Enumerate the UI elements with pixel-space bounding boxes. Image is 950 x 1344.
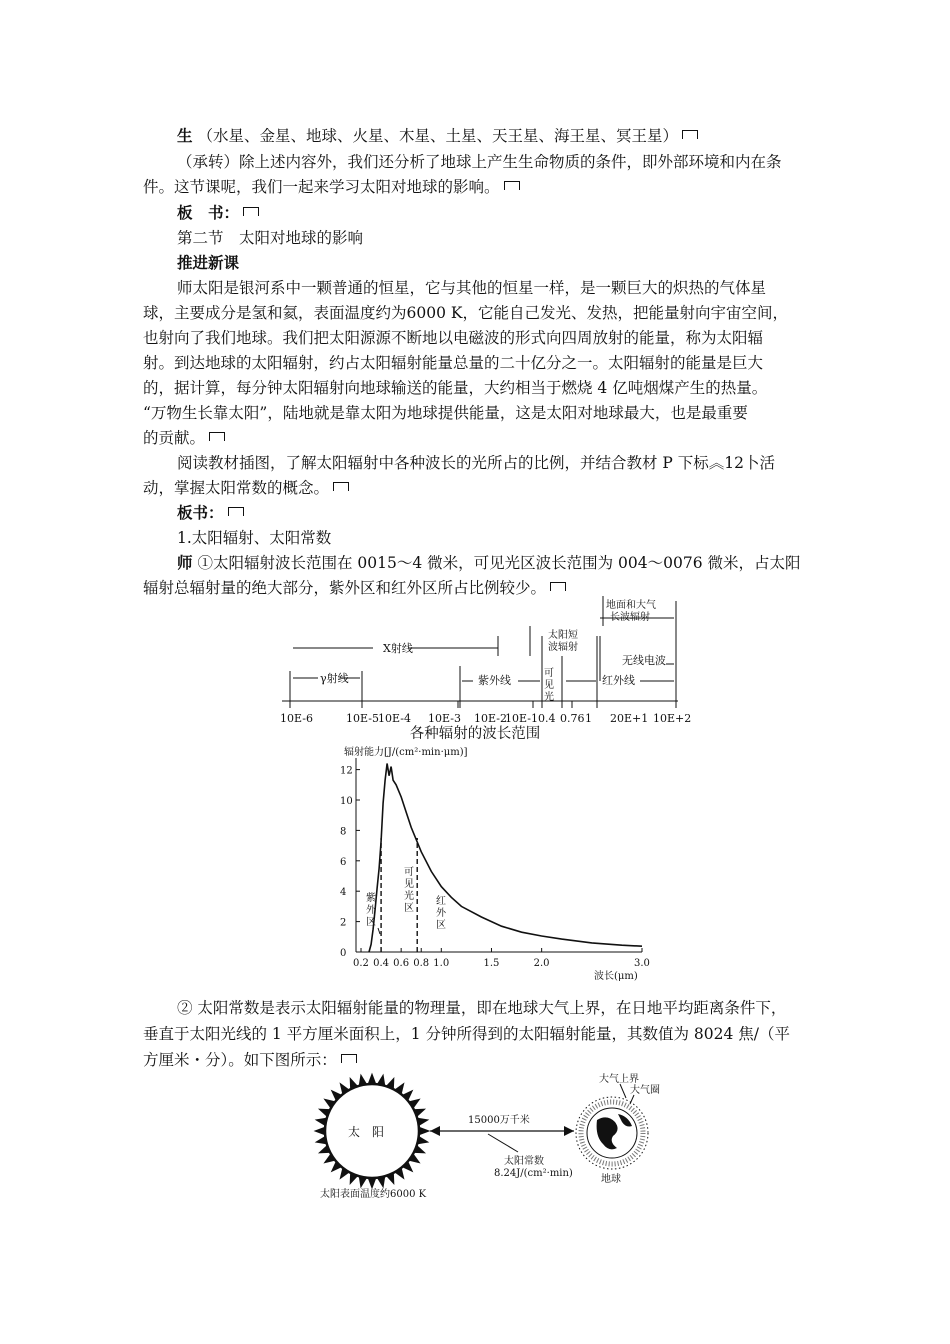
atmosphere-top-pointer xyxy=(620,1084,626,1098)
tick-label: 1 xyxy=(585,712,592,725)
tick-label: 20E+1 xyxy=(610,712,649,725)
solar-constant-diagram xyxy=(312,1068,664,1200)
tick-label: 0.76 xyxy=(560,712,585,725)
tick-label: 10E-3 xyxy=(428,712,461,725)
text-line: ② 太阳常数是表示太阳辐射能量的物理量，即在地球大气上界，在日地平均距离条件下， xyxy=(177,999,787,1017)
text-line: 的，据计算，每分钟太阳辐射向地球输送的能量，大约相当于燃烧 4 亿吨烟煤产生的热量。 xyxy=(143,379,768,397)
text-line xyxy=(143,476,349,500)
chart-tick-labels xyxy=(340,766,650,969)
edit-mark-icon xyxy=(243,207,259,216)
visible-label-3: 光 xyxy=(544,692,554,703)
y-axis-label: 辐射能力[J/(cm²·min·μm)] xyxy=(344,747,468,758)
visible-label-1: 可 xyxy=(544,668,554,679)
tick-label: 10E-5 xyxy=(346,712,379,725)
tick-label: 10E+2 xyxy=(653,712,692,725)
edit-mark-icon xyxy=(550,582,566,591)
text-line: 射。到达地球的太阳辐射，约占太阳辐射能量总量的二十亿分之一。太阳辐射的能量是巨大 xyxy=(143,354,764,372)
tick-label: 10E-2 xyxy=(474,712,507,725)
text-line xyxy=(177,551,801,575)
edit-mark-icon xyxy=(341,1054,357,1063)
x-axis-label: 波长(μm) xyxy=(594,971,638,982)
edit-mark-icon xyxy=(228,507,244,516)
sun-ray xyxy=(369,1074,376,1083)
x-tick-label: 0.4 xyxy=(373,958,389,969)
y-tick-label: 12 xyxy=(340,765,353,777)
subheading: 推进新课 xyxy=(177,253,240,272)
visible-region-label: 可 xyxy=(404,867,414,878)
ir-region-label: 红 xyxy=(436,896,446,907)
text-line: 师太阳是银河系中一颗普通的恒星，它与其他的恒星一样，是一颗巨大的炽热的气体星 xyxy=(177,279,767,297)
x-tick-label: 1.0 xyxy=(433,958,450,969)
edit-mark-icon xyxy=(209,432,225,441)
board-label: 板书： xyxy=(177,503,224,522)
tick-label: 0.4 xyxy=(538,712,556,725)
distance-label: 15000万千米 xyxy=(468,1115,530,1126)
atmosphere-label: 大气圈 xyxy=(630,1085,660,1096)
x-tick-label: 0.2 xyxy=(353,958,369,969)
y-tick-label: 6 xyxy=(340,856,347,868)
y-tick-label: 10 xyxy=(340,796,353,807)
text-line: 阅读教材插图，了解太阳辐射中各种波长的光所占的比例，并结合教材 P 下标︽12卜活 xyxy=(177,454,776,472)
uv-region-label: 区 xyxy=(366,917,376,928)
edit-mark-icon xyxy=(333,482,349,491)
atmosphere-pointer xyxy=(630,1095,634,1104)
edit-mark-icon xyxy=(504,181,520,190)
x-tick-label: 2.0 xyxy=(533,958,550,969)
gamma-label: γ射线 xyxy=(320,672,349,685)
sun-ray xyxy=(420,1128,429,1135)
tick-label: 10E-1 xyxy=(505,712,538,725)
text-line: 也射向了我们地球。我们把太阳源源不断地以电磁波的形式向四周放射的能量，称为太阳辐 xyxy=(143,329,764,347)
board-heading xyxy=(177,501,244,525)
text-span: 辐射总辐射量的绝大部分，紫外区和红外区所占比例较少。 xyxy=(143,579,547,597)
x-tick-label: 1.5 xyxy=(483,958,500,969)
text-line: 垂直于太阳光线的 1 平方厘米面积上，1 分钟所得到的太阳辐射能量，其数值为 8024 焦/（平 xyxy=(143,1025,791,1043)
sun-ray xyxy=(369,1179,376,1188)
sun-label: 太 阳 xyxy=(348,1125,385,1139)
sun-ray xyxy=(315,1128,324,1135)
text-span: 方厘米・分）。如下图所示： xyxy=(143,1051,337,1069)
x-tick-label: 3.0 xyxy=(634,958,650,969)
planet-list: （水星、金星、地球、火星、木星、土星、天王星、海王星、冥王星） xyxy=(197,127,678,145)
tick-label: 10E-4 xyxy=(378,712,411,725)
solar-constant-label: 太阳常数 xyxy=(504,1156,544,1167)
text-span: 件。这节课呢，我们一起来学习太阳对地球的影响。 xyxy=(143,178,500,196)
board-label: 板 书： xyxy=(177,203,240,222)
board-heading xyxy=(177,201,259,225)
atmosphere-top-label: 大气上界 xyxy=(599,1074,639,1085)
solar-short-label-1: 太阳短 xyxy=(548,630,578,641)
text-line: 球，主要成分是氢和氦，表面温度约为6000 K，它能自己发光、发热，把能量射向宇宙空间， xyxy=(143,304,788,322)
text-line xyxy=(177,124,698,148)
y-tick-label: 2 xyxy=(340,917,347,929)
ir-region-label: 区 xyxy=(436,920,446,931)
text-line: “万物生长靠太阳”，陆地就是靠太阳为地球提供能量，这是太阳对地球最大，也是最重要 xyxy=(143,404,748,422)
sun-temperature: 太阳表面温度约6000 K xyxy=(320,1189,427,1200)
spectrum-curve xyxy=(369,764,642,953)
text-span: 的贡献。 xyxy=(143,429,206,447)
constant-pointer xyxy=(488,1134,518,1152)
text-line: （承转）除上述内容外，我们还分析了地球上产生生命物质的条件，即外部环境和内在条 xyxy=(177,153,782,171)
x-tick-label: 0.8 xyxy=(413,958,430,969)
teacher-label: 师 xyxy=(177,553,193,572)
uv-pointer xyxy=(378,928,380,934)
text-span: 动，掌握太阳常数的概念。 xyxy=(143,479,330,497)
ir-label: 红外线 xyxy=(602,674,635,687)
tick-label: 10E-6 xyxy=(280,712,313,725)
y-tick-label: 0 xyxy=(340,948,347,959)
section-title: 第二节 太阳对地球的影响 xyxy=(177,229,364,247)
earth-label: 地球 xyxy=(601,1174,621,1185)
uv-label: 紫外线 xyxy=(478,674,511,687)
x-tick-label: 0.6 xyxy=(393,958,410,969)
uv-region-label: 紫 xyxy=(366,893,376,904)
visible-region-label: 见 xyxy=(404,879,414,890)
list-item: 1.太阳辐射、太阳常数 xyxy=(177,529,332,547)
visible-region-label: 光 xyxy=(404,891,414,902)
figure-caption: 各种辐射的波长范围 xyxy=(409,726,541,742)
bold-label: 生 xyxy=(177,126,193,145)
xray-label: X射线 xyxy=(383,642,413,655)
text-line xyxy=(143,426,225,450)
text-span: ①太阳辐射波长范围在 0015～4 微米，可见光区波长范围为 004～0076 微米，占太阳 xyxy=(197,554,801,572)
edit-mark-icon xyxy=(682,130,698,139)
visible-label-2: 见 xyxy=(544,680,554,691)
solar-constant-value: 8.24J/(cm²·min) xyxy=(494,1168,573,1179)
visible-region-label: 区 xyxy=(404,903,414,914)
text-line xyxy=(143,175,520,199)
ir-region-label: 外 xyxy=(436,908,446,919)
y-tick-label: 4 xyxy=(340,887,347,899)
solar-short-label-2: 波辐射 xyxy=(548,642,578,653)
solar-spectrum-chart xyxy=(338,744,650,982)
y-tick-label: 8 xyxy=(340,826,347,838)
uv-region-label: 外 xyxy=(366,905,376,916)
ground-long-label-1: 地面和大气 xyxy=(606,600,656,611)
radio-label: 无线电波 xyxy=(622,654,666,667)
ground-long-label-2: 长波辐射 xyxy=(610,612,650,623)
chart-axes xyxy=(356,758,642,952)
